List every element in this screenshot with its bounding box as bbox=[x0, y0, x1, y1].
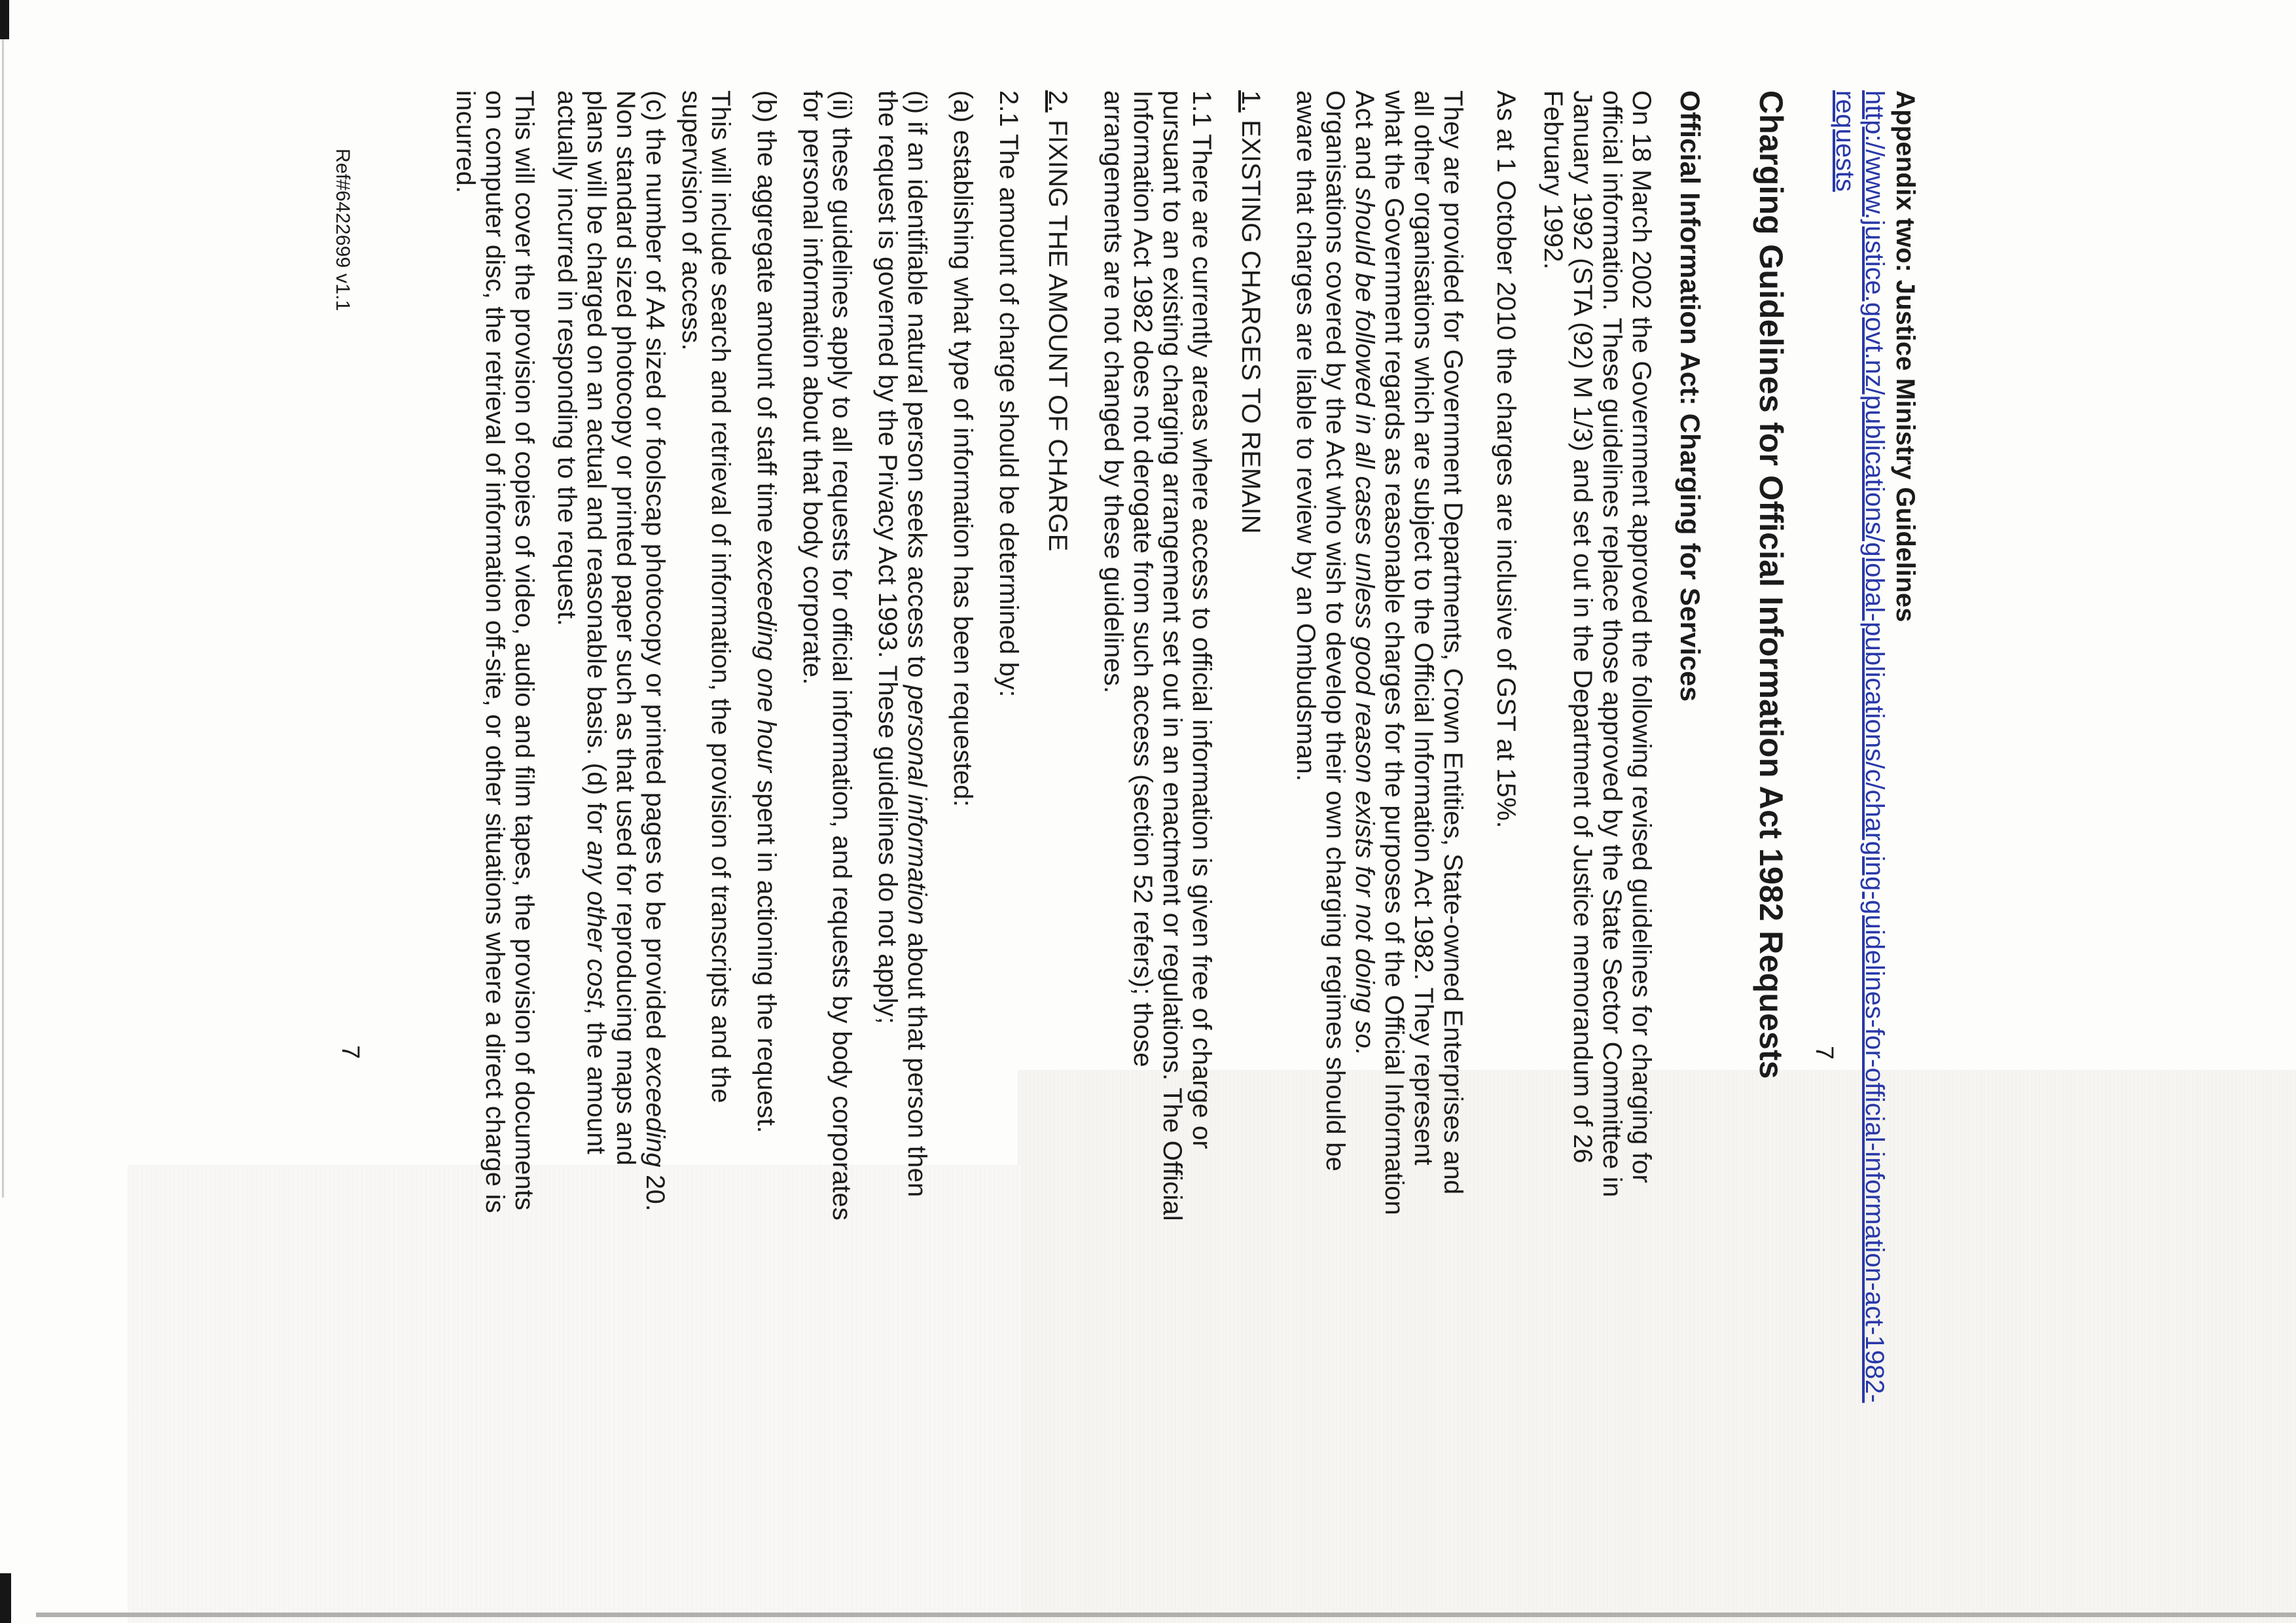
para-c-text: Non standard sized photocopy or printed paper such as that used for reproducing maps and bbox=[611, 90, 640, 1166]
doc-title-text: Charging Guidelines for Official Information Act 1982 Requests bbox=[1753, 90, 1789, 1079]
para-b-text: exceeding one hour bbox=[752, 540, 781, 773]
para-2-1-line bbox=[994, 90, 1023, 697]
para-b-text: (b) the aggregate amount of staff time bbox=[752, 90, 781, 541]
doc-subtitle-line bbox=[1674, 90, 1706, 702]
para-intro-text: February 1992. bbox=[1539, 90, 1568, 270]
para-ii bbox=[797, 90, 856, 1221]
para-1-1-text: arrangements are not changed by these guidelines. bbox=[1099, 90, 1128, 694]
para-ii-line bbox=[827, 90, 856, 1221]
heading-existing-charges-line bbox=[1236, 90, 1265, 534]
para-c-text: exceeding bbox=[641, 1046, 670, 1168]
appendix-header-line bbox=[1890, 90, 1920, 622]
para-1-1-line bbox=[1098, 90, 1128, 1221]
para-provided-line bbox=[1350, 90, 1379, 1215]
para-i-text: the request is governed by the Privacy Act 1993. These guidelines do not apply; bbox=[873, 90, 902, 1025]
para-provided-line bbox=[1320, 90, 1350, 1215]
para-cover bbox=[450, 90, 539, 1213]
para-provided-line bbox=[1408, 90, 1438, 1215]
para-cover-text: incurred. bbox=[451, 90, 480, 194]
para-include-text: This will include search and retrieval of information, the provision of transcripts and the bbox=[706, 90, 735, 1103]
para-ii-text: (ii) these guidelines apply to all requests for official information, and requests by body corporates bbox=[827, 90, 856, 1221]
para-c-line bbox=[581, 90, 611, 1211]
document-link-text[interactable]: http://www.justice.govt.nz/publications/global-publications/c/charging-guidelines-for-official-information-act-1982- bbox=[1860, 90, 1889, 1403]
para-c-text: 20. bbox=[641, 1167, 670, 1212]
para-provided-text: what the Government regards as reasonable charges for the purposes of the Official Information bbox=[1380, 90, 1408, 1215]
para-provided-text: all other organisations which are subject to the Official Information Act 1982. They represent bbox=[1409, 90, 1438, 1166]
para-i-line bbox=[902, 90, 931, 1198]
para-provided-text: aware that charges are liable to review by an Ombudsman. bbox=[1291, 90, 1320, 782]
para-c bbox=[552, 90, 670, 1211]
para-provided-line bbox=[1438, 90, 1467, 1215]
para-i-text: (i) if an identifiable natural person seeks access to bbox=[903, 90, 931, 686]
para-cover-text: This will cover the provision of copies of video, audio and film tapes, the provision of documents bbox=[510, 90, 539, 1211]
para-ii-line bbox=[797, 90, 827, 1221]
para-c-text: (c) the number of A4 sized or foolscap photocopy or printed pages to be provided bbox=[641, 90, 670, 1047]
para-1-1-text: pursuant to an existing charging arrangement set out in an enactment or regulations. The Official bbox=[1158, 90, 1187, 1221]
heading-fixing-amount bbox=[1043, 90, 1072, 552]
para-c-line bbox=[552, 90, 581, 1211]
para-b bbox=[751, 90, 781, 1133]
para-cover-text: on computer disc, the retrieval of information off-site, or other situations where a direct charge is bbox=[480, 90, 509, 1213]
para-intro-line bbox=[1568, 90, 1597, 1198]
para-include-line bbox=[706, 90, 735, 1103]
para-gst-text: As at 1 October 2010 the charges are inclusive of GST at 15%. bbox=[1492, 90, 1520, 829]
para-provided-text: should be followed in all cases unless good reason exists for not doing so. bbox=[1350, 187, 1379, 1056]
document-link-text[interactable]: requests bbox=[1831, 90, 1859, 192]
para-a bbox=[948, 90, 977, 807]
heading-existing-charges-text: 1. bbox=[1236, 90, 1265, 113]
para-intro-line bbox=[1538, 90, 1568, 1198]
footer-ref bbox=[331, 149, 353, 311]
para-2-1-text: 2.1 The amount of charge should be determined by: bbox=[994, 90, 1023, 698]
appendix-header bbox=[1890, 90, 1920, 622]
doc-title-line bbox=[1751, 90, 1791, 1079]
footer-ref-line bbox=[331, 149, 353, 311]
para-provided-line bbox=[1379, 90, 1408, 1215]
para-intro-line bbox=[1626, 90, 1656, 1198]
para-c-text: actually incurred in responding to the request. bbox=[552, 90, 581, 626]
para-ii-text: for personal information about that body corporate. bbox=[798, 90, 827, 685]
para-include-line bbox=[676, 90, 706, 1103]
para-provided bbox=[1291, 90, 1467, 1215]
heading-fixing-amount-text: 2. bbox=[1043, 90, 1072, 113]
para-b-text: spent in actioning the request. bbox=[752, 772, 781, 1133]
para-cover-line bbox=[509, 90, 539, 1213]
para-a-line bbox=[948, 90, 977, 807]
para-intro-text: January 1992 (STA (92) M 1/3) and set out in the Department of Justice memorandum of 26 bbox=[1568, 90, 1597, 1164]
para-b-line bbox=[751, 90, 781, 1133]
doc-subtitle bbox=[1674, 90, 1706, 702]
document-link-line bbox=[1859, 90, 1889, 1403]
para-1-1-text: Information Act 1982 does not derogate from such access (section 52 refers); those bbox=[1128, 90, 1157, 1067]
para-1-1-text: 1.1 There are currently areas where access to official information is given free of charge or bbox=[1187, 90, 1216, 1149]
doc-subtitle-text: Official Information Act: Charging for Services bbox=[1675, 90, 1706, 702]
para-intro bbox=[1538, 90, 1656, 1198]
para-c-line bbox=[611, 90, 640, 1211]
page-number-top-text: 7 bbox=[1810, 1046, 1838, 1060]
heading-fixing-amount-line bbox=[1043, 90, 1072, 552]
para-include bbox=[676, 90, 735, 1103]
para-provided-line bbox=[1291, 90, 1320, 1215]
para-1-1-line bbox=[1128, 90, 1157, 1221]
page-number-bottom-line bbox=[336, 1045, 364, 1059]
para-gst-line bbox=[1491, 90, 1520, 829]
para-provided-text: Organisations covered by the Act who wish to develop their own charging regimes should be bbox=[1321, 90, 1350, 1172]
heading-fixing-amount-text: FIXING THE AMOUNT OF CHARGE bbox=[1043, 112, 1072, 552]
para-intro-text: official information. These guidelines replace those approved by the State Sector Committee in bbox=[1598, 90, 1626, 1198]
para-gst bbox=[1491, 90, 1520, 829]
para-a-text: (a) establishing what type of information has been requested: bbox=[948, 90, 977, 808]
para-i bbox=[872, 90, 931, 1198]
para-intro-line bbox=[1597, 90, 1626, 1198]
page-number-bottom bbox=[336, 1045, 364, 1059]
document-link-line bbox=[1830, 90, 1859, 1403]
doc-title bbox=[1751, 90, 1791, 1079]
para-intro-text: On 18 March 2002 the Government approved the following revised guidelines for charging for bbox=[1627, 90, 1656, 1184]
para-i-text: about that person then bbox=[903, 925, 931, 1198]
para-2-1 bbox=[994, 90, 1023, 697]
para-i-line bbox=[872, 90, 902, 1198]
document-link[interactable] bbox=[1830, 90, 1889, 1403]
appendix-header-text: Appendix two: Justice Ministry Guidelines bbox=[1891, 90, 1920, 622]
para-cover-line bbox=[450, 90, 480, 1213]
para-provided-text: Act and bbox=[1350, 90, 1379, 188]
footer-ref-text: Ref#6422699 v1.1 bbox=[332, 149, 353, 312]
para-1-1-line bbox=[1157, 90, 1187, 1221]
para-provided-text: They are provided for Government Departments, Crown Entities, State-owned Enterprises and bbox=[1439, 90, 1467, 1195]
para-i-text: personal information bbox=[903, 685, 931, 925]
para-include-text: supervision of access. bbox=[677, 90, 706, 351]
para-c-text: plans will be charged on an actual and reasonable basis. (d) for bbox=[582, 90, 611, 842]
para-c-text: any other cost bbox=[582, 841, 611, 1008]
para-1-1-line bbox=[1187, 90, 1216, 1221]
page-number-bottom-text: 7 bbox=[336, 1045, 364, 1060]
heading-existing-charges-text: EXISTING CHARGES TO REMAIN bbox=[1236, 112, 1265, 534]
para-c-text: , the amount bbox=[582, 1007, 611, 1154]
para-c-line bbox=[640, 90, 670, 1211]
heading-existing-charges bbox=[1236, 90, 1265, 534]
para-1-1 bbox=[1098, 90, 1216, 1221]
para-cover-line bbox=[480, 90, 509, 1213]
